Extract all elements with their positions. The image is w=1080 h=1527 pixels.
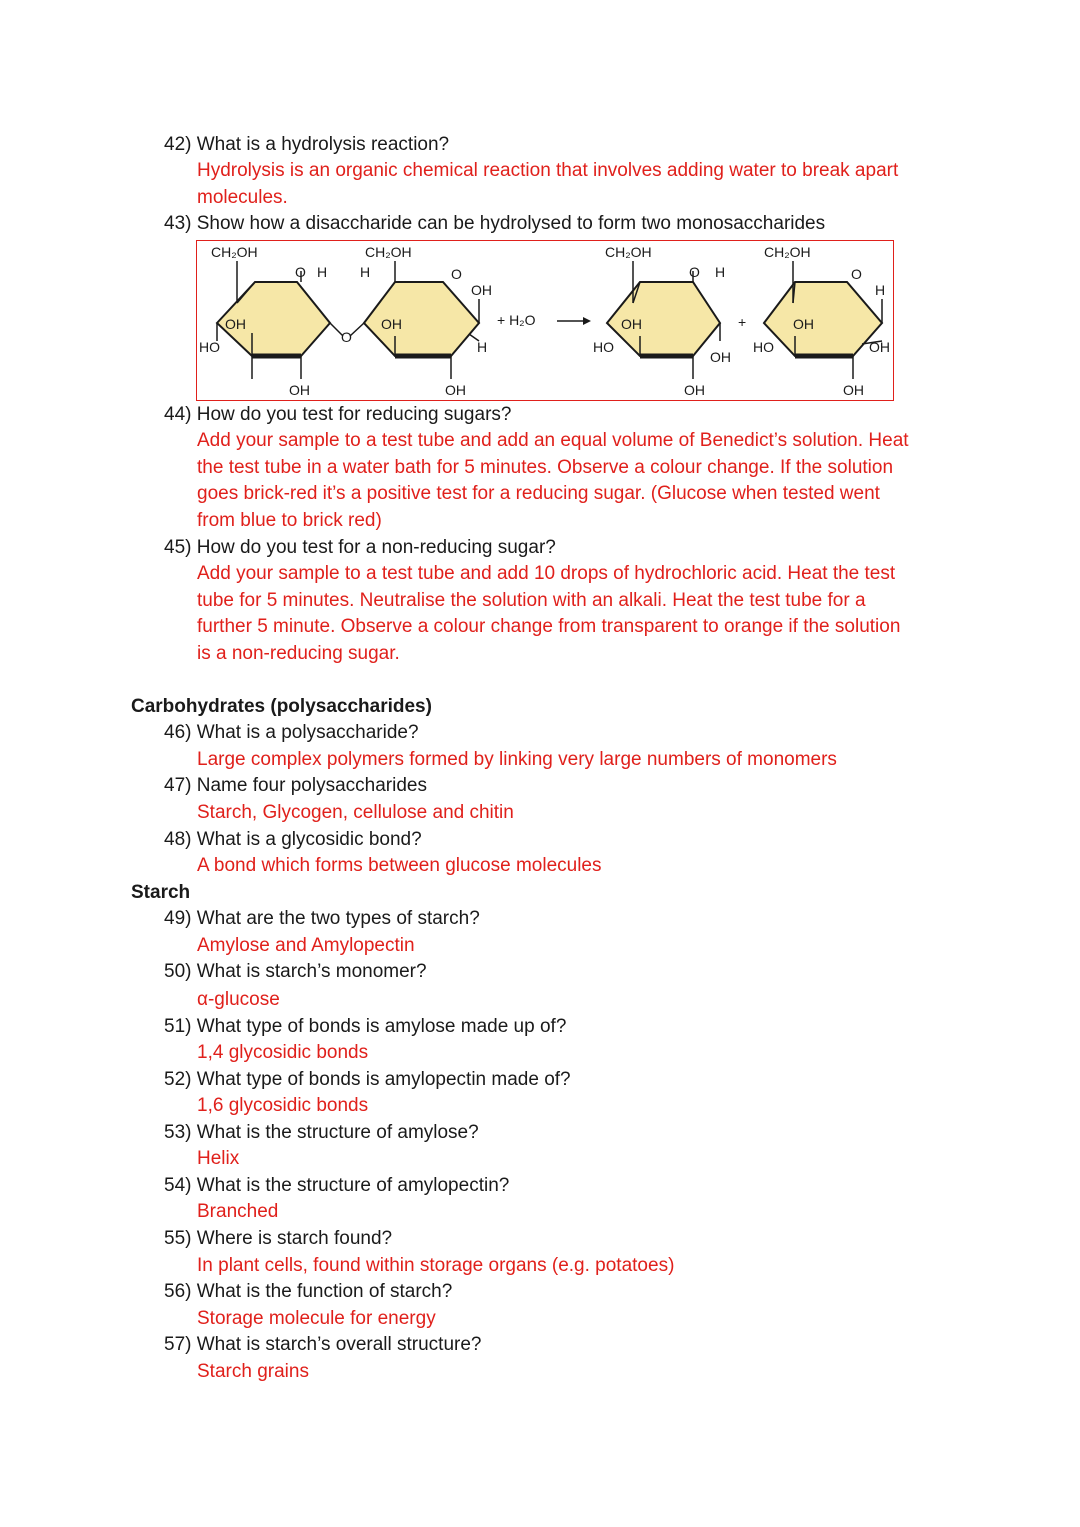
label-h-ring2-top: H (360, 264, 371, 280)
question-49: 49) What are the two types of starch? (164, 908, 480, 929)
question-46: 46) What is a polysaccharide? (164, 722, 419, 743)
label-ho-ring4: HO (753, 339, 774, 355)
answer-45-line-4: is a non-reducing sugar. (197, 643, 400, 664)
label-oh-ring4-mid: OH (793, 316, 814, 332)
question-57: 57) What is starch’s overall structure? (164, 1334, 482, 1355)
answer-46: Large complex polymers formed by linking very large numbers of monomers (197, 749, 837, 770)
label-h-ring3: H (715, 264, 726, 280)
question-52: 52) What type of bonds is amylopectin made of? (164, 1069, 571, 1090)
hydrolysis-diagram (196, 240, 894, 401)
answer-56: Storage molecule for energy (197, 1308, 436, 1329)
question-56: 56) What is the function of starch? (164, 1281, 453, 1302)
label-water: + H₂O (497, 312, 536, 328)
label-oh-ring3-right: OH (710, 349, 731, 365)
label-oh-ring2-mid: OH (381, 316, 402, 332)
answer-47: Starch, Glycogen, cellulose and chitin (197, 802, 514, 823)
label-plus: + (738, 314, 747, 330)
label-ch2oh-1: CH₂OH (211, 244, 258, 260)
label-o-ring3: O (689, 264, 700, 280)
label-h-ring2-bottom: H (477, 339, 488, 355)
heading-starch: Starch (131, 882, 191, 903)
question-44: 44) How do you test for reducing sugars? (164, 404, 512, 425)
label-ch2oh-3: CH₂OH (605, 244, 652, 260)
question-51: 51) What type of bonds is amylose made up of? (164, 1016, 567, 1037)
question-47: 47) Name four polysaccharides (164, 775, 427, 796)
label-oh-ring2-bottom: OH (445, 382, 466, 398)
label-oh-ring3-bottom: OH (684, 382, 705, 398)
question-43: 43) Show how a disaccharide can be hydrolysed to form two monosaccharides (164, 213, 826, 234)
answer-51: 1,4 glycosidic bonds (197, 1042, 369, 1063)
label-ch2oh-4: CH₂OH (764, 244, 811, 260)
answer-53: Helix (197, 1148, 240, 1169)
label-o-ring1: O (295, 264, 306, 280)
answer-44-line-4: from blue to brick red) (197, 510, 382, 531)
label-ch2oh-2: CH₂OH (365, 244, 412, 260)
answer-42-line-2: molecules. (197, 187, 288, 208)
answer-50: α-glucose (197, 989, 280, 1010)
question-48: 48) What is a glycosidic bond? (164, 829, 422, 850)
answer-44-line-1: Add your sample to a test tube and add an equal volume of Benedict’s solution. Heat (197, 430, 909, 451)
label-oh-ring4-bottom: OH (843, 382, 864, 398)
answer-42-line-1: Hydrolysis is an organic chemical reaction that involves adding water to break apart (197, 160, 899, 181)
label-ho-ring1: HO (199, 339, 220, 355)
heading-polysaccharides: Carbohydrates (polysaccharides) (131, 696, 432, 717)
question-45: 45) How do you test for a non-reducing sugar? (164, 537, 556, 558)
answer-55: In plant cells, found within storage organs (e.g. potatoes) (197, 1255, 675, 1276)
answer-54: Branched (197, 1201, 279, 1222)
label-oh-ring2: OH (471, 282, 492, 298)
label-oh-ring1-mid: OH (225, 316, 246, 332)
question-55: 55) Where is starch found? (164, 1228, 393, 1249)
question-42: 42) What is a hydrolysis reaction? (164, 134, 450, 155)
answer-57: Starch grains (197, 1361, 309, 1382)
question-54: 54) What is the structure of amylopectin? (164, 1175, 510, 1196)
answer-45-line-3: further 5 minute. Observe a colour change from transparent to orange if the solution (197, 616, 901, 637)
label-ho-ring3: HO (593, 339, 614, 355)
label-o-ring2: O (451, 266, 462, 282)
answer-48: A bond which forms between glucose molecules (197, 855, 602, 876)
answer-49: Amylose and Amylopectin (197, 935, 415, 956)
label-oh-ring3-mid: OH (621, 316, 642, 332)
label-o-ring4: O (851, 266, 862, 282)
answer-44-line-2: the test tube in a water bath for 5 minutes. Observe a colour change. If the solution (197, 457, 894, 478)
label-h-ring1: H (317, 264, 328, 280)
label-oh-ring4-right: OH (869, 339, 890, 355)
answer-45-line-1: Add your sample to a test tube and add 10 drops of hydrochloric acid. Heat the test (197, 563, 896, 584)
answer-44-line-3: goes brick-red it’s a positive test for a reducing sugar. (Glucose when tested went (197, 483, 880, 504)
answer-52: 1,6 glycosidic bonds (197, 1095, 369, 1116)
glucose-ring-4 (764, 282, 882, 356)
answer-45-line-2: tube for 5 minutes. Neutralise the solution with an alkali. Heat the test tube for a (197, 590, 866, 611)
question-50: 50) What is starch’s monomer? (164, 961, 427, 982)
label-h-ring4: H (875, 282, 886, 298)
label-o-bridge: O (341, 329, 352, 345)
hydrolysis-diagram-svg (197, 241, 895, 402)
question-53: 53) What is the structure of amylose? (164, 1122, 479, 1143)
label-oh-ring1-bottom: OH (289, 382, 310, 398)
